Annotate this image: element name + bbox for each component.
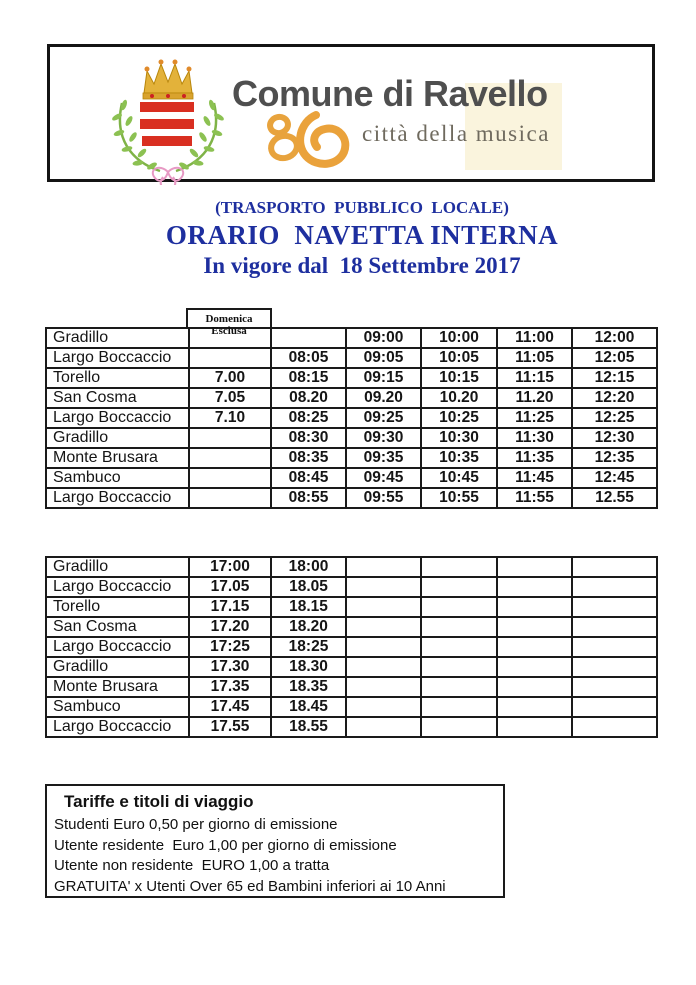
departure-time-cell: 08:45 <box>271 468 346 488</box>
timetable-row <box>46 428 657 448</box>
departure-time-cell: 09:45 <box>346 468 421 488</box>
timetable-row <box>46 468 657 488</box>
empty-time-cell <box>421 677 497 697</box>
departure-time-cell: 09:25 <box>346 408 421 428</box>
evening-timetable <box>45 556 658 738</box>
treble-clef-ornament-icon <box>262 109 354 169</box>
departure-time-cell: 17.20 <box>189 617 271 637</box>
departure-time-cell: 10:30 <box>421 428 497 448</box>
header-logo-box <box>47 44 655 182</box>
departure-time-cell: 09:15 <box>346 368 421 388</box>
empty-time-cell <box>497 717 572 737</box>
departure-time-cell: 10:15 <box>421 368 497 388</box>
fare-line: GRATUITA' x Utenti Over 65 ed Bambini inferiori ai 10 Anni <box>54 877 446 895</box>
stop-name-cell: Monte Brusara <box>46 448 189 468</box>
departure-time-cell: 11:00 <box>497 328 572 348</box>
timetable-row <box>46 637 657 657</box>
empty-time-cell <box>189 428 271 448</box>
empty-time-cell <box>497 617 572 637</box>
stop-name-cell: Gradillo <box>46 657 189 677</box>
stop-name-cell: Sambuco <box>46 697 189 717</box>
departure-time-cell: 17.35 <box>189 677 271 697</box>
departure-time-cell: 7.10 <box>189 408 271 428</box>
departure-time-cell: 09:55 <box>346 488 421 508</box>
timetable-row <box>46 657 657 677</box>
departure-time-cell: 17.45 <box>189 697 271 717</box>
empty-time-cell <box>346 577 421 597</box>
departure-time-cell: 09:05 <box>346 348 421 368</box>
morning-timetable <box>45 327 658 509</box>
empty-time-cell <box>497 557 572 577</box>
departure-time-cell: 7.00 <box>189 368 271 388</box>
empty-time-cell <box>421 697 497 717</box>
empty-time-cell <box>497 597 572 617</box>
timetable-row <box>46 408 657 428</box>
page-title: ORARIO NAVETTA INTERNA <box>165 220 559 250</box>
empty-time-cell <box>572 597 657 617</box>
departure-time-cell: 12:45 <box>572 468 657 488</box>
empty-time-cell <box>497 677 572 697</box>
departure-time-cell: 10:55 <box>421 488 497 508</box>
empty-time-cell <box>346 717 421 737</box>
departure-time-cell: 18.20 <box>271 617 346 637</box>
empty-time-cell <box>271 328 346 348</box>
empty-time-cell <box>421 557 497 577</box>
stop-name-cell: Largo Boccaccio <box>46 717 189 737</box>
subtitle-transport-type: (TRASPORTO PUBBLICO LOCALE) <box>215 198 509 217</box>
departure-time-cell: 11:15 <box>497 368 572 388</box>
timetable-row <box>46 697 657 717</box>
timetable-row <box>46 717 657 737</box>
empty-time-cell <box>421 577 497 597</box>
departure-time-cell: 11:55 <box>497 488 572 508</box>
empty-time-cell <box>421 617 497 637</box>
departure-time-cell: 08:05 <box>271 348 346 368</box>
departure-time-cell: 18.15 <box>271 597 346 617</box>
fare-line: Utente residente Euro 1,00 per giorno di emissione <box>54 836 397 854</box>
timetable-row <box>46 617 657 637</box>
empty-time-cell <box>572 577 657 597</box>
fare-line: Utente non residente EURO 1,00 a tratta <box>54 857 330 874</box>
empty-time-cell <box>572 677 657 697</box>
empty-time-cell <box>346 557 421 577</box>
empty-time-cell <box>421 717 497 737</box>
empty-time-cell <box>346 637 421 657</box>
empty-time-cell <box>572 657 657 677</box>
departure-time-cell: 17.30 <box>189 657 271 677</box>
departure-time-cell: 09:30 <box>346 428 421 448</box>
timetable-row <box>46 597 657 617</box>
departure-time-cell: 10:35 <box>421 448 497 468</box>
departure-time-cell: 17.05 <box>189 577 271 597</box>
departure-time-cell: 08.20 <box>271 388 346 408</box>
empty-time-cell <box>572 697 657 717</box>
departure-time-cell: 17:00 <box>189 557 271 577</box>
departure-time-cell: 08:55 <box>271 488 346 508</box>
stop-name-cell: Gradillo <box>46 328 189 348</box>
empty-time-cell <box>189 348 271 368</box>
departure-time-cell: 10:00 <box>421 328 497 348</box>
departure-time-cell: 10:05 <box>421 348 497 368</box>
sunday-excluded-header: Domenica Esclusa <box>186 308 272 329</box>
stop-name-cell: Largo Boccaccio <box>46 408 189 428</box>
stop-name-cell: Sambuco <box>46 468 189 488</box>
fares-box <box>45 784 505 898</box>
departure-time-cell: 18.45 <box>271 697 346 717</box>
stop-name-cell: Largo Boccaccio <box>46 488 189 508</box>
title-block <box>14 195 696 281</box>
departure-time-cell: 18:25 <box>271 637 346 657</box>
timetable-row <box>46 388 657 408</box>
departure-time-cell: 10:45 <box>421 468 497 488</box>
departure-time-cell: 10:25 <box>421 408 497 428</box>
fares-lines <box>54 815 495 897</box>
stop-name-cell: Torello <box>46 368 189 388</box>
departure-time-cell: 08:15 <box>271 368 346 388</box>
empty-time-cell <box>572 717 657 737</box>
empty-time-cell <box>572 617 657 637</box>
timetable-row <box>46 368 657 388</box>
departure-time-cell: 12.55 <box>572 488 657 508</box>
departure-time-cell: 18.55 <box>271 717 346 737</box>
empty-time-cell <box>189 488 271 508</box>
stop-name-cell: San Cosma <box>46 617 189 637</box>
empty-time-cell <box>421 657 497 677</box>
departure-time-cell: 11:05 <box>497 348 572 368</box>
departure-time-cell: 18.30 <box>271 657 346 677</box>
timetable-row <box>46 348 657 368</box>
municipality-tagline: città della musica <box>362 121 550 146</box>
municipality-name: Comune di Ravello <box>232 73 548 114</box>
departure-time-cell: 11:45 <box>497 468 572 488</box>
empty-time-cell <box>572 637 657 657</box>
departure-time-cell: 08:35 <box>271 448 346 468</box>
departure-time-cell: 12:35 <box>572 448 657 468</box>
stop-name-cell: Largo Boccaccio <box>46 348 189 368</box>
departure-time-cell: 09:00 <box>346 328 421 348</box>
empty-time-cell <box>346 617 421 637</box>
stop-name-cell: Monte Brusara <box>46 677 189 697</box>
stop-name-cell: Largo Boccaccio <box>46 577 189 597</box>
departure-time-cell: 17.55 <box>189 717 271 737</box>
stop-name-cell: Torello <box>46 597 189 617</box>
departure-time-cell: 11.20 <box>497 388 572 408</box>
empty-time-cell <box>421 597 497 617</box>
departure-time-cell: 12:30 <box>572 428 657 448</box>
fares-title: Tariffe e titoli di viaggio <box>64 792 254 811</box>
fare-line: Studenti Euro 0,50 per giorno di emissione <box>54 816 338 833</box>
departure-time-cell: 10.20 <box>421 388 497 408</box>
empty-time-cell <box>346 697 421 717</box>
departure-time-cell: 11:25 <box>497 408 572 428</box>
departure-time-cell: 18.35 <box>271 677 346 697</box>
coat-of-arms-icon <box>102 49 234 185</box>
departure-time-cell: 08:25 <box>271 408 346 428</box>
stop-name-cell: Gradillo <box>46 428 189 448</box>
empty-time-cell <box>189 468 271 488</box>
empty-time-cell <box>421 637 497 657</box>
empty-time-cell <box>346 597 421 617</box>
departure-time-cell: 17.15 <box>189 597 271 617</box>
departure-time-cell: 12:05 <box>572 348 657 368</box>
empty-time-cell <box>497 577 572 597</box>
departure-time-cell: 12:15 <box>572 368 657 388</box>
timetable-row <box>46 448 657 468</box>
timetable-row <box>46 488 657 508</box>
departure-time-cell: 09.20 <box>346 388 421 408</box>
effective-date: In vigore dal 18 Settembre 2017 <box>203 253 521 278</box>
empty-time-cell <box>189 448 271 468</box>
departure-time-cell: 12:00 <box>572 328 657 348</box>
stop-name-cell: Largo Boccaccio <box>46 637 189 657</box>
timetable-row <box>46 328 657 348</box>
timetable-row <box>46 577 657 597</box>
departure-time-cell: 7.05 <box>189 388 271 408</box>
departure-time-cell: 09:35 <box>346 448 421 468</box>
stop-name-cell: San Cosma <box>46 388 189 408</box>
timetable-row <box>46 557 657 577</box>
departure-time-cell: 17:25 <box>189 637 271 657</box>
departure-time-cell: 12:25 <box>572 408 657 428</box>
timetable-row <box>46 677 657 697</box>
departure-time-cell: 11:35 <box>497 448 572 468</box>
stop-name-cell: Gradillo <box>46 557 189 577</box>
empty-time-cell <box>346 657 421 677</box>
departure-time-cell: 12:20 <box>572 388 657 408</box>
departure-time-cell: 11:30 <box>497 428 572 448</box>
empty-time-cell <box>497 657 572 677</box>
empty-time-cell <box>572 557 657 577</box>
departure-time-cell: 08:30 <box>271 428 346 448</box>
departure-time-cell: 18:00 <box>271 557 346 577</box>
empty-time-cell <box>497 637 572 657</box>
empty-time-cell <box>346 677 421 697</box>
empty-time-cell <box>497 697 572 717</box>
departure-time-cell: 18.05 <box>271 577 346 597</box>
